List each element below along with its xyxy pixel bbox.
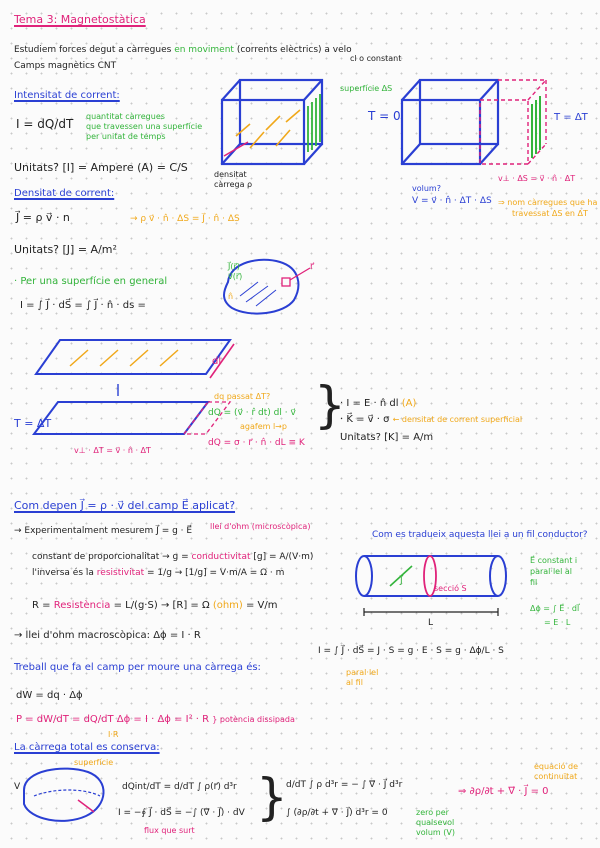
ohm-inversa: [32, 568, 284, 578]
treball-dw: dW = dq · Δϕ: [16, 690, 83, 701]
ohm-const-text: constant de proporcionalitat → g =: [32, 552, 189, 562]
strip-dl: dl: [212, 356, 222, 367]
intensitat-note-3: per unitat de temps: [86, 132, 166, 141]
sc-i-note: (A): [401, 398, 417, 409]
conserva-superficie: superfície: [74, 758, 114, 767]
blob-r: r⃗: [310, 262, 314, 272]
strip-agafem: agafem l→p: [240, 422, 287, 431]
conserva-zero-3: volum (V): [416, 828, 455, 837]
ohm-llei: llei d'ohm (microscòpica): [210, 522, 311, 531]
volume-figure: [14, 760, 114, 830]
wire-econst-2: paral·lel al: [530, 567, 572, 576]
intensitat-note-2: que travessen una superfície: [86, 122, 203, 131]
intro-text-b: (corrents elèctrics) a velo: [236, 45, 352, 55]
treball-potencia: } potència dissipada: [212, 715, 295, 724]
strip-bottom: [34, 402, 208, 434]
surface-brace: }: [314, 376, 346, 434]
densitat-heading: Densitat de corrent:: [14, 188, 115, 199]
sc-k: [340, 414, 522, 426]
charge-arrows: [236, 110, 300, 148]
intro-line-2: Camps magnètics CNT: [14, 61, 117, 71]
conserva-flux: flux que surt: [144, 826, 195, 835]
right-surface-hatch: [532, 96, 540, 158]
blob-surface-element: [282, 278, 290, 286]
strip-dq-passat: dq passat ΔT?: [214, 392, 271, 401]
conserva-eq4: ∫ (∂ρ/∂t + ∇⃗ · J⃗) d³r = 0: [286, 808, 388, 818]
ohm-word: (ohm): [212, 600, 243, 611]
right-box: [402, 80, 498, 164]
densitat-formula: J⃗ = ρ v⃗ · n: [16, 211, 70, 224]
ohm-macro: → llei d'ohm macroscòpica: Δϕ = I · R: [14, 630, 201, 641]
intro-moving: en moviment: [174, 45, 234, 55]
intro-constant: cl o constant: [350, 54, 402, 63]
ohm-r-units: → [R] = Ω: [160, 600, 210, 611]
conserva-zero-2: qualsevol: [416, 818, 455, 827]
volum-label: volum?: [412, 184, 441, 193]
arrow-note-1: ⇒ nom càrregues que ha: [498, 198, 598, 207]
strip-vl: v⊥ · ΔT = v⃗ · n̂ · ΔT: [74, 446, 151, 455]
ohm-exp: → Experimentalment mesurem J⃗ = g · E⃗: [14, 526, 193, 536]
strip-arrows: [70, 350, 178, 366]
sc-k-text: · K⃗ = v⃗ · σ: [340, 414, 390, 425]
ohm-cond-units: [g] = A/(V·m): [253, 552, 314, 562]
wire-dphi: Δϕ = ∫ E⃗ · dl⃗: [530, 604, 580, 613]
densitat-orange: → ρ v⃗ · n̂ · ΔS = J⃗ · n̂ · ΔS: [130, 214, 240, 224]
ohm-conductivitat: conductivitat: [191, 552, 251, 562]
wire-left-end: [356, 556, 372, 596]
conserva-eq2: I = −∮ J⃗ · dS⃗ = −∫ (∇⃗ · J⃗) · dV: [118, 808, 245, 818]
sc-k-note: ← densitat de corrent superficial: [392, 415, 523, 424]
treball-p: [16, 714, 295, 726]
page-title: Tema 3: Magnetostàtica: [14, 13, 146, 26]
conserva-eq3: d/dT ∫ ρ d³r = − ∫ ∇⃗ · J⃗ d³r: [286, 780, 403, 790]
conserva-brace: }: [256, 768, 288, 826]
ohm-resistivitat: resistivitat: [96, 568, 145, 578]
intro-text: Estudiem forces degut a càrregues: [14, 45, 172, 55]
intensitat-heading: Intensitat de corrent:: [14, 90, 120, 101]
strip-t: T = ΔT: [14, 417, 52, 430]
treball-heading: Treball que fa el camp per moure una càrrega és:: [14, 662, 261, 673]
wire-econst-3: fil: [530, 578, 538, 587]
densitat-label-1: densitat: [214, 170, 247, 179]
intensitat-units: Unitats? [I] = Ampere (A) = C/S: [14, 161, 188, 174]
blob-j: J⃗(r⃗): [228, 262, 240, 271]
densitat-integral: I = ∫ J⃗ · dS⃗ = ∫ J⃗ · n̂ · ds =: [20, 300, 146, 311]
t0-label: T = 0: [368, 109, 401, 123]
blob-n: n̂: [228, 292, 234, 301]
arrow-note-2: travessat ΔS en ΔT: [512, 209, 588, 218]
wire-seccio: secció S: [434, 584, 467, 593]
conserva-eq-label-2: continuïtat: [534, 772, 578, 781]
treball-ir: I·R: [108, 730, 119, 739]
densitat-label-2: càrrega ρ: [214, 180, 253, 189]
intensitat-note-1: quantitat càrregues: [86, 112, 165, 121]
wire-econst-1: E⃗ constant i: [530, 556, 578, 565]
conserva-eq-label-1: equació de: [534, 762, 579, 771]
conserva-continuity: ⇒ ∂ρ/∂t + ∇⃗ · J⃗ = 0: [458, 786, 549, 797]
density-pointer: [224, 142, 248, 156]
conserva-heading: La càrrega total es conserva:: [14, 742, 160, 753]
wire-paral-2: al fil: [346, 678, 363, 687]
densitat-general: · Per una superfície en general: [14, 276, 168, 287]
blob-figure: [210, 252, 320, 322]
ohm-heading: Com depen J⃗ = ρ · v⃗ del camp E⃗ aplicat?: [14, 499, 236, 512]
left-box: [222, 80, 322, 164]
sc-i-text: · I = E · n̂ dl: [340, 398, 399, 409]
intensitat-formula: I = dQ/dT: [16, 117, 74, 131]
volume-cross: [34, 790, 100, 796]
wire-formula: I = ∫ J⃗ · dS⃗ = J · S = g · E · S = g · Δϕ/L · S: [318, 646, 504, 656]
vls-label: v⊥ · ΔS = v⃗ · n̂ · ΔT: [498, 174, 576, 183]
treball-p-text: P = dW/dT = dQ/dT Δϕ = I · Δϕ = I² · R: [16, 714, 210, 725]
strip-top: [36, 340, 230, 374]
blob-hatch: [240, 282, 276, 306]
sc-units: Unitats? [K] = A/m: [340, 432, 434, 443]
sc-i: [340, 398, 416, 410]
ohm-r-units2: = V/m: [246, 600, 278, 611]
volum-formula: V = v⃗ · n̂ · ΔT · ΔS: [412, 196, 492, 206]
ohm-inversa-text: l'inversa és la: [32, 568, 94, 578]
ohm-r: [32, 600, 278, 612]
ohm-const: [32, 552, 313, 562]
wire-dphi2: = E · L: [544, 618, 571, 627]
strip-dq-formula: dQ = (v⃗ · r̂ dt) dl · v⃗: [208, 408, 296, 418]
intro-line: [14, 45, 352, 55]
wire-j-label: J⃗: [400, 576, 403, 586]
wire-paral-1: paral·lel: [346, 668, 379, 677]
wire-right-end: [490, 556, 506, 596]
ohm-r-formula: = L/(g·S): [113, 600, 158, 611]
ohm-r-text: R =: [32, 600, 51, 611]
ohm-res-formula: = 1/g → [1/g] = V·m/A = Ω · m: [147, 568, 285, 578]
blob-v: v⃗(r⃗): [228, 272, 243, 281]
densitat-units: Unitats? [J] = A/m²: [14, 243, 117, 256]
conserva-eq1: dQint/dT = d/dT ∫ ρ(r⃗) d³r: [122, 782, 237, 792]
conserva-v: V: [14, 782, 21, 792]
wire-l-label: L: [428, 618, 434, 628]
ohm-resistencia: Resistència: [53, 600, 111, 611]
volume-normal: [78, 800, 94, 812]
tdt-label: T = ΔT: [554, 112, 588, 123]
ohm-question: Com es tradueix aquesta llei a un fil conductor?: [372, 530, 588, 540]
conserva-zero-1: zero per: [416, 808, 449, 817]
superficie-label: superfície ΔS: [340, 84, 393, 93]
strip-dq2: dQ = σ · r⃗ · n̂ · dL ≡ K: [208, 438, 305, 448]
